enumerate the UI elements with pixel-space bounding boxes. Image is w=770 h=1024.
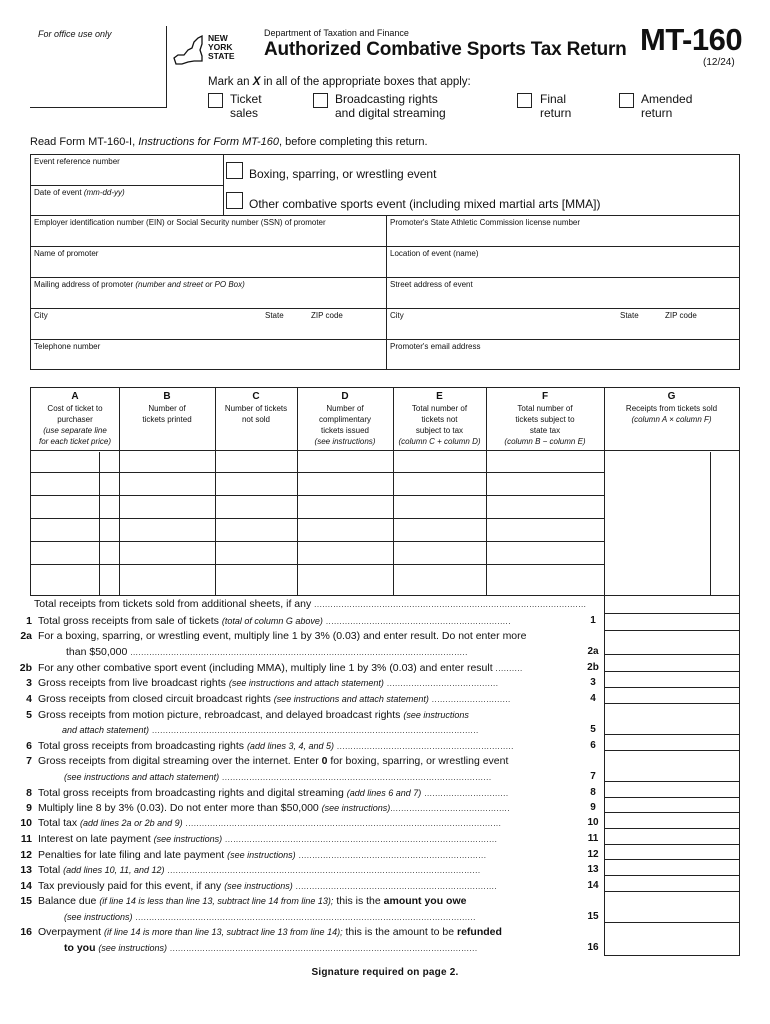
line-5: 5 Gross receipts from motion picture, rebroadcast, and delayed broadcast rights (see instructions (26, 709, 469, 721)
amended-return-checkbox[interactable] (619, 93, 634, 108)
form-number: MT-160 (640, 22, 743, 57)
read-instructions-notice: Read Form MT-160-I, Instructions for Form MT-160, before completing this return. (30, 136, 428, 148)
column-f-header: F Total number of tickets subject to state tax (column B − column E) (504, 391, 586, 446)
line-9-number: 9 (590, 802, 596, 813)
line-1-number: 1 (590, 615, 596, 626)
line-15-cont: (see instructions) ............................................................................................................................. (64, 912, 476, 922)
line-2a-cont: than $50,000 ............................................................................................................................ (66, 646, 468, 658)
line-2a: 2a For a boxing, sparring, or wrestling event, multiply line 1 by 3% (0.03) and enter result. Do not enter more (20, 630, 527, 642)
other-event-label: Other combative sports event (including mixed martial arts [MMA]) (249, 197, 601, 211)
line-16-cont: to you (see instructions) ................................................................................................................. (64, 942, 478, 954)
promoter-city-field[interactable]: City (34, 311, 48, 320)
line-7-number: 7 (590, 771, 596, 782)
event-info-box (30, 154, 740, 370)
additional-sheets-line: Total receipts from tickets sold from additional sheets, if any .................................................................................................... (34, 598, 587, 610)
form-title: Authorized Combative Sports Tax Return (264, 39, 627, 60)
column-b-header: B Number of tickets printed (142, 391, 192, 424)
line-9: 9 Multiply line 8 by 3% (0.03). Do not enter more than $50,000 (see instructions)............................................ (26, 802, 510, 814)
line-16: 16 Overpayment (if line 14 is more than line 13, subtract line 13 from line 14); this is the amount to be refunded (20, 926, 502, 938)
ticket-sales-label: Ticket sales (230, 92, 262, 120)
logo-text-state: STATE (208, 51, 235, 61)
promoter-email-field[interactable]: Promoter's email address (390, 342, 481, 351)
signature-notice: Signature required on page 2. (311, 967, 459, 978)
other-event-checkbox[interactable] (226, 192, 243, 209)
line-15: 15 Balance due (if line 14 is less than line 13, subtract line 14 from line 13); this is the amount you owe (20, 895, 467, 907)
promoter-zip-field[interactable]: ZIP code (311, 311, 343, 320)
line-6: 6 Total gross receipts from broadcasting rights (add lines 3, 4, and 5) ................................................................. (26, 740, 514, 752)
line-2b: 2b For any other combative sport event (including MMA), multiply line 1 by 3% (0.03) and enter result .......... (19, 662, 523, 674)
amended-return-label: Amended return (641, 92, 693, 120)
line-5-cont: and attach statement) ........................................................................................................................ (62, 725, 479, 735)
line-2b-number: 2b (587, 662, 599, 673)
broadcasting-rights-label: Broadcasting rights and digital streaming (335, 92, 446, 120)
telephone-field[interactable]: Telephone number (34, 342, 101, 351)
event-reference-field[interactable]: Event reference number (34, 157, 120, 166)
broadcasting-rights-checkbox[interactable] (313, 93, 328, 108)
line-16-number: 16 (587, 942, 599, 953)
event-date-field[interactable]: Date of event (mm-dd-yy) (34, 188, 125, 197)
logo-text-new: NEW (208, 33, 228, 43)
office-use-label: For office use only (38, 29, 112, 39)
ticket-sales-checkbox[interactable] (208, 93, 223, 108)
final-return-label: Final return (540, 92, 572, 120)
line-7: 7 Gross receipts from digital streaming over the internet. Enter 0 for boxing, sparring, or wrestling event (26, 755, 509, 767)
department-name: Department of Taxation and Finance (264, 28, 409, 38)
promoter-name-field[interactable]: Name of promoter (34, 249, 99, 258)
promoter-state-field[interactable]: State (265, 311, 284, 320)
line-14-number: 14 (587, 880, 599, 891)
line-3-number: 3 (590, 677, 596, 688)
line-14: 14 Tax previously paid for this event, if any (see instructions) .......................................................................... (20, 880, 498, 892)
line-13: 13 Total (add lines 10, 11, and 12) ................................................................................................................... (20, 864, 481, 876)
event-street-address-field[interactable]: Street address of event (390, 280, 473, 289)
event-zip-field[interactable]: ZIP code (665, 311, 697, 320)
event-location-field[interactable]: Location of event (name) (390, 249, 479, 258)
mark-instruction: Mark an X in all of the appropriate boxes that apply: (208, 76, 471, 88)
ticket-sales-table (30, 387, 740, 596)
line-10-number: 10 (587, 817, 599, 828)
column-g-header: G Receipts from tickets sold (column A × column F) (625, 391, 718, 424)
line-12-number: 12 (587, 849, 599, 860)
line-4: 4 Gross receipts from closed circuit broadcast rights (see instructions and attach statement) ............................. (26, 693, 511, 705)
column-d-header: D Number of complimentary tickets issued (see instructions) (314, 391, 376, 446)
amount-column (604, 596, 740, 956)
line-7-cont: (see instructions and attach statement) ................................................................................................... (64, 772, 492, 782)
ein-ssn-field[interactable]: Employer identification number (EIN) or Social Security number (SSN) of promoter (34, 218, 326, 227)
column-a-header: A Cost of ticket to purchaser (use separate line for each ticket price) (38, 391, 112, 446)
event-city-field[interactable]: City (390, 311, 404, 320)
promoter-mailing-address-field[interactable]: Mailing address of promoter (number and street or PO Box) (34, 280, 245, 289)
line-3: 3 Gross receipts from live broadcast rights (see instructions and attach statement) ......................................... (26, 677, 499, 689)
boxing-event-checkbox[interactable] (226, 162, 243, 179)
logo-text-york: YORK (208, 42, 233, 52)
line-5-number: 5 (590, 724, 596, 735)
license-number-field[interactable]: Promoter's State Athletic Commission license number (390, 218, 581, 227)
boxing-event-label: Boxing, sparring, or wrestling event (249, 167, 437, 181)
event-state-field[interactable]: State (620, 311, 639, 320)
final-return-checkbox[interactable] (517, 93, 532, 108)
line-11-number: 11 (587, 833, 599, 844)
line-15-number: 15 (587, 911, 599, 922)
line-8: 8 Total gross receipts from broadcasting rights and digital streaming (add lines 6 and 7) ............................... (26, 787, 509, 799)
line-11: 11 Interest on late payment (see instructions) .................................................................................................... (20, 833, 498, 845)
line-13-number: 13 (587, 864, 599, 875)
line-10: 10 Total tax (add lines 2a or 2b and 9) .................................................................................................................... (20, 817, 502, 829)
line-1: 1 Total gross receipts from sale of tickets (total of column G above) .................................................................... (26, 615, 511, 627)
line-12: 12 Penalties for late filing and late payment (see instructions) ..................................................................... (20, 849, 487, 861)
line-4-number: 4 (590, 693, 596, 704)
new-york-state-logo (172, 28, 240, 72)
column-c-header: C Number of tickets not sold (224, 391, 288, 424)
line-6-number: 6 (590, 740, 596, 751)
column-e-header: E Total number of tickets not subject to tax (column C + column D) (398, 391, 481, 446)
line-8-number: 8 (590, 787, 596, 798)
line-2a-number: 2a (587, 646, 599, 657)
form-revision: (12/24) (703, 57, 735, 68)
